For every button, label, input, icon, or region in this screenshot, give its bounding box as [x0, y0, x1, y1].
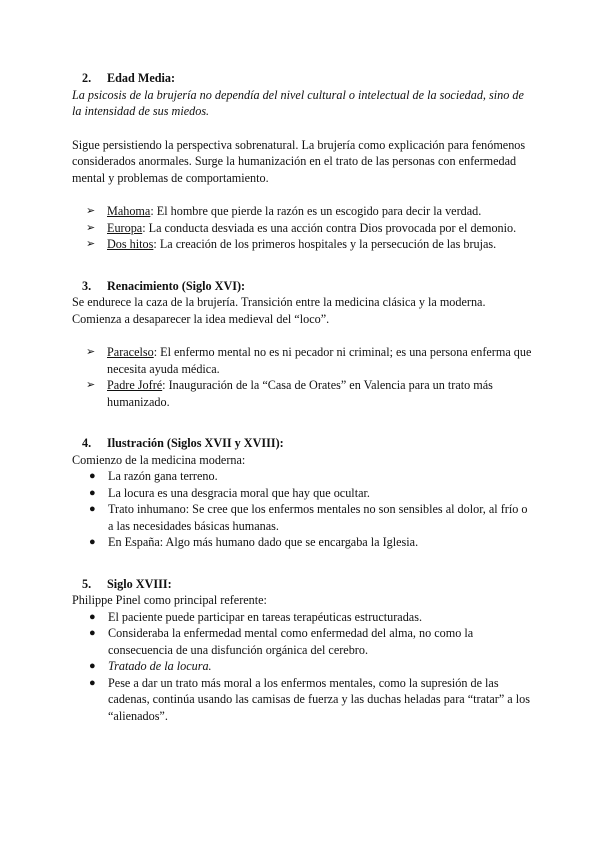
- section-siglo-xviii: [72, 576, 532, 725]
- document-page: [72, 70, 532, 724]
- list-item-text: : El hombre que pierde la razón es un escogido para decir la verdad.: [150, 204, 482, 218]
- section-number: 2.: [82, 71, 92, 85]
- section-intro: Philippe Pinel como principal referente:: [72, 593, 267, 607]
- list-item: [72, 625, 532, 658]
- section-title: Ilustración (Siglos XVII y XVIII):: [107, 436, 284, 450]
- section-intro: Comienzo de la medicina moderna:: [72, 452, 246, 467]
- list-item-term: Europa: [107, 220, 143, 235]
- list-item: [72, 485, 532, 502]
- list-item-text: Pese a dar un trato más moral a los enfermos mentales, como la supresión de las cadenas, continúa usando las camisas de fuerza y las duchas heladas para “tratar” a los “alienados”.: [108, 675, 530, 723]
- list-item-text: Trato inhumano: Se cree que los enfermos mentales no son sensibles al dolor, al frío o a las necesidades básicas humanas.: [108, 502, 528, 533]
- list-item-text: La razón gana terreno.: [108, 469, 218, 483]
- list-item: [72, 220, 532, 237]
- list-item-text: La locura es una desgracia moral que hay que ocultar.: [108, 485, 370, 500]
- arrow-bullet-icon: ➢: [86, 221, 96, 234]
- bullet-icon: ●: [89, 536, 96, 548]
- list-item: [72, 609, 532, 626]
- list-item: [72, 675, 532, 725]
- list-item-text: : La creación de los primeros hospitales y la persecución de las brujas.: [153, 237, 497, 251]
- bullet-icon: ●: [89, 503, 96, 515]
- list-item-text: En España: Algo más humano dado que se encargaba la Iglesia.: [108, 535, 419, 549]
- arrow-list: [72, 344, 532, 410]
- section-title: Edad Media:: [107, 71, 176, 85]
- bullet-icon: ●: [89, 676, 96, 689]
- arrow-bullet-icon: ➢: [86, 205, 96, 217]
- arrow-bullet-icon: ➢: [86, 238, 96, 250]
- list-item-text: : Inauguración de la “Casa de Orates” en Valencia para un trato más humanizado.: [107, 378, 493, 409]
- section-paragraph: Sigue persistiendo la perspectiva sobrenatural. La brujería como explicación para fenómenos considerados anormales. Surge la humanización en el trato de las personas con enfermedad mental y problemas de comportamiento.: [72, 137, 526, 185]
- list-item-term: Padre Jofré: [107, 378, 163, 392]
- section-heading: [72, 435, 532, 452]
- arrow-list: [72, 203, 532, 253]
- bullet-list: [72, 609, 532, 725]
- list-item: [72, 501, 532, 534]
- section-number: 3.: [82, 278, 92, 293]
- section-title: Siglo XVIII:: [107, 576, 172, 591]
- section-edad-media: [72, 70, 532, 253]
- list-item-term: Mahoma: [107, 204, 151, 218]
- list-item: [72, 658, 532, 675]
- list-item: [72, 203, 532, 220]
- section-heading: [72, 576, 532, 593]
- bullet-icon: ●: [89, 470, 96, 482]
- section-ilustracion: [72, 435, 532, 551]
- list-item-term: Dos hitos: [107, 237, 154, 251]
- section-heading: [72, 70, 532, 87]
- bullet-icon: ●: [89, 627, 96, 639]
- section-title: Renacimiento (Siglo XVI):: [107, 278, 246, 293]
- list-item: [72, 344, 532, 377]
- arrow-bullet-icon: ➢: [86, 346, 96, 358]
- section-heading: [72, 278, 532, 295]
- section-renacimiento: [72, 278, 532, 411]
- list-item-text: : El enfermo mental no es ni pecador ni criminal; es una persona enferma que necesita ayuda médica.: [107, 345, 532, 376]
- arrow-bullet-icon: ➢: [86, 379, 96, 391]
- section-number: 5.: [82, 576, 92, 591]
- section-paragraph: Se endurece la caza de la brujería. Transición entre la medicina clásica y la moderna. Comienza a desaparecer la idea medieval del “loco”.: [72, 295, 486, 326]
- list-item-text: Consideraba la enfermedad mental como enfermedad del alma, no como la consecuencia de una disfunción orgánica del cerebro.: [108, 626, 474, 657]
- list-item-text: El paciente puede participar en tareas terapéuticas estructuradas.: [108, 609, 423, 624]
- section-quote: La psicosis de la brujería no dependía del nivel cultural o intelectual de la sociedad, sino de la intensidad de sus miedos.: [72, 87, 524, 118]
- list-item-term: Paracelso: [107, 345, 154, 359]
- section-number: 4.: [82, 436, 92, 450]
- bullet-list: [72, 468, 532, 551]
- bullet-icon: ●: [89, 610, 96, 623]
- list-item: [72, 468, 532, 485]
- list-item-text: Tratado de la locura.: [108, 659, 212, 673]
- bullet-icon: ●: [89, 660, 96, 672]
- list-item: [72, 236, 532, 253]
- bullet-icon: ●: [89, 486, 96, 499]
- list-item: [72, 534, 532, 551]
- list-item: [72, 377, 532, 410]
- list-item-text: : La conducta desviada es una acción contra Dios provocada por el demonio.: [142, 220, 517, 235]
